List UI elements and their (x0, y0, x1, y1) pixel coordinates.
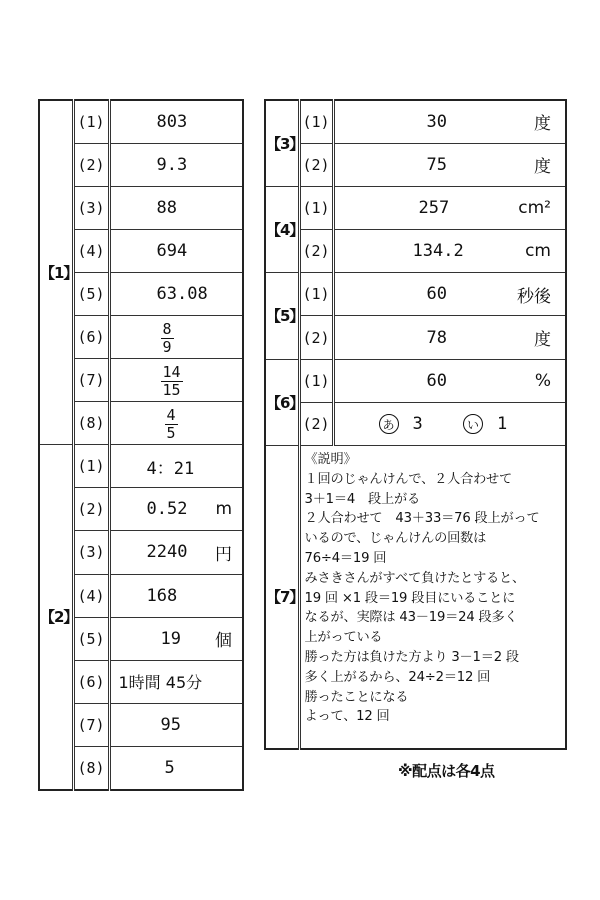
question-number: (6) (73, 315, 109, 358)
section-label: 【4】 (265, 186, 299, 272)
choice-b-value: 1 (497, 414, 508, 435)
answer-number: 257 (418, 197, 450, 218)
answer-row (265, 100, 566, 143)
fraction-denominator: 15 (162, 381, 181, 400)
explanation-line: ２人合わせて 43＋33＝76 段上がって (304, 511, 540, 527)
answer-unit: 度 (534, 157, 551, 178)
answer-row (39, 100, 243, 143)
explanation-line: みさきさんがすべて負けたとすると、 (304, 570, 526, 586)
answer-row (265, 316, 566, 359)
answer-unit: 個 (215, 631, 232, 652)
circled-i-icon: い (463, 414, 483, 434)
question-number: (2) (73, 143, 109, 186)
answer-value (109, 359, 243, 402)
answer-number: 19 (160, 628, 181, 649)
answer-value: 803 (109, 100, 243, 143)
answer-value (333, 230, 566, 273)
answer-row (39, 445, 243, 488)
answer-table-left (38, 99, 244, 791)
answer-unit: 度 (534, 114, 551, 135)
answer-row (265, 446, 566, 749)
answer-table-right (264, 99, 567, 750)
question-number: (2) (299, 143, 333, 186)
question-number: (6) (73, 660, 109, 703)
answer-value: 88 (109, 186, 243, 229)
answer-value (109, 315, 243, 358)
question-number: (3) (73, 531, 109, 574)
fraction-numerator: 4 (166, 406, 176, 425)
answer-row (265, 230, 566, 273)
question-number: (8) (73, 402, 109, 445)
answer-unit: 円 (215, 544, 232, 565)
fraction-numerator: 8 (162, 320, 172, 339)
answer-value (333, 186, 566, 229)
answer-unit: 度 (534, 330, 551, 351)
explanation-line: 上がっている (304, 630, 383, 646)
scoring-note: ※配点は各4点 (398, 762, 495, 780)
question-number: (2) (299, 402, 333, 445)
question-number: (2) (299, 230, 333, 273)
section-label: 【1】 (39, 100, 73, 445)
answer-unit: cm² (518, 197, 551, 218)
answer-number: 2240 (146, 542, 188, 563)
explanation-line: いるので、じゃんけんの回数は (304, 531, 487, 547)
answer-value: 9.3 (109, 143, 243, 186)
question-number: (2) (73, 488, 109, 531)
answer-number: 0.52 (146, 499, 188, 520)
question-number: (1) (299, 100, 333, 143)
explanation-line: よって、12 回 (304, 709, 390, 725)
explanation-line: １回のじゃんけんで、２人合わせて (304, 471, 513, 487)
section-label: 【3】 (265, 100, 299, 186)
answer-row (265, 143, 566, 186)
question-number: (4) (73, 574, 109, 617)
answer-number: 60 (426, 370, 447, 391)
answer-value: 63.08 (109, 272, 243, 315)
answer-unit: m (215, 499, 232, 520)
answer-value (109, 488, 243, 531)
answer-value (333, 359, 566, 402)
explanation-line: 勝ったことになる (304, 689, 409, 705)
explanation-line: 76÷4＝19 回 (304, 550, 387, 566)
explanation-line: 《説明》 (304, 452, 357, 467)
answer-unit: cm (525, 241, 551, 262)
answer-unit: % (534, 370, 551, 391)
answer-value (333, 402, 566, 445)
answer-number: 60 (426, 284, 447, 305)
answer-row (265, 273, 566, 316)
answer-number: 75 (426, 154, 447, 175)
section-label: 【7】 (265, 446, 299, 749)
explanation-box (299, 446, 566, 749)
fraction-denominator: 9 (162, 338, 172, 357)
answer-value (109, 402, 243, 445)
question-number: (1) (299, 186, 333, 229)
answer-row (265, 359, 566, 402)
choice-b (463, 414, 507, 434)
section-label: 【2】 (39, 445, 73, 790)
answer-number: 134.2 (412, 241, 464, 262)
answer-number: 78 (426, 327, 447, 348)
question-number: (1) (299, 359, 333, 402)
question-number: (2) (299, 316, 333, 359)
explanation-line: 19 回 ×1 段＝19 段目にいることに (304, 590, 516, 606)
answer-value (333, 316, 566, 359)
explanation-line: なるが、実際は 43－19＝24 段多く (304, 610, 518, 626)
question-number: (1) (73, 445, 109, 488)
answer-row (265, 402, 566, 445)
answer-value: 168 (109, 574, 243, 617)
answer-value (109, 617, 243, 660)
fraction (161, 322, 174, 355)
section-label: 【6】 (265, 359, 299, 445)
answer-value (333, 100, 566, 143)
choice-a-value: 3 (412, 414, 423, 435)
answer-value (333, 273, 566, 316)
answer-value (109, 531, 243, 574)
explanation-line: 3＋1＝4 段上がる (304, 491, 420, 507)
fraction-numerator: 14 (162, 363, 181, 382)
fraction (165, 408, 178, 441)
question-number: (3) (73, 186, 109, 229)
answer-unit: 秒後 (517, 286, 551, 307)
fraction-denominator: 5 (166, 424, 176, 443)
answer-value: 95 (109, 703, 243, 746)
question-number: (1) (299, 273, 333, 316)
section-label: 【5】 (265, 273, 299, 359)
answer-number: 30 (426, 111, 447, 132)
question-number: (4) (73, 229, 109, 272)
question-number: (7) (73, 703, 109, 746)
question-number: (5) (73, 617, 109, 660)
question-number: (5) (73, 272, 109, 315)
question-number: (7) (73, 359, 109, 402)
answer-value: 5 (109, 746, 243, 789)
answer-value: 1時間 45分 (109, 660, 243, 703)
fraction (161, 365, 183, 398)
circled-a-icon: あ (379, 414, 399, 434)
question-number: (8) (73, 746, 109, 789)
answer-value: 694 (109, 229, 243, 272)
explanation-line: 多く上がるから、24÷2＝12 回 (304, 669, 491, 685)
answer-value (333, 143, 566, 186)
answer-value: 4：21 (109, 445, 243, 488)
answer-row (265, 186, 566, 229)
explanation-line: 勝った方は負けた方より 3－1＝2 段 (304, 649, 519, 665)
question-number: (1) (73, 100, 109, 143)
choice-a (379, 414, 423, 434)
